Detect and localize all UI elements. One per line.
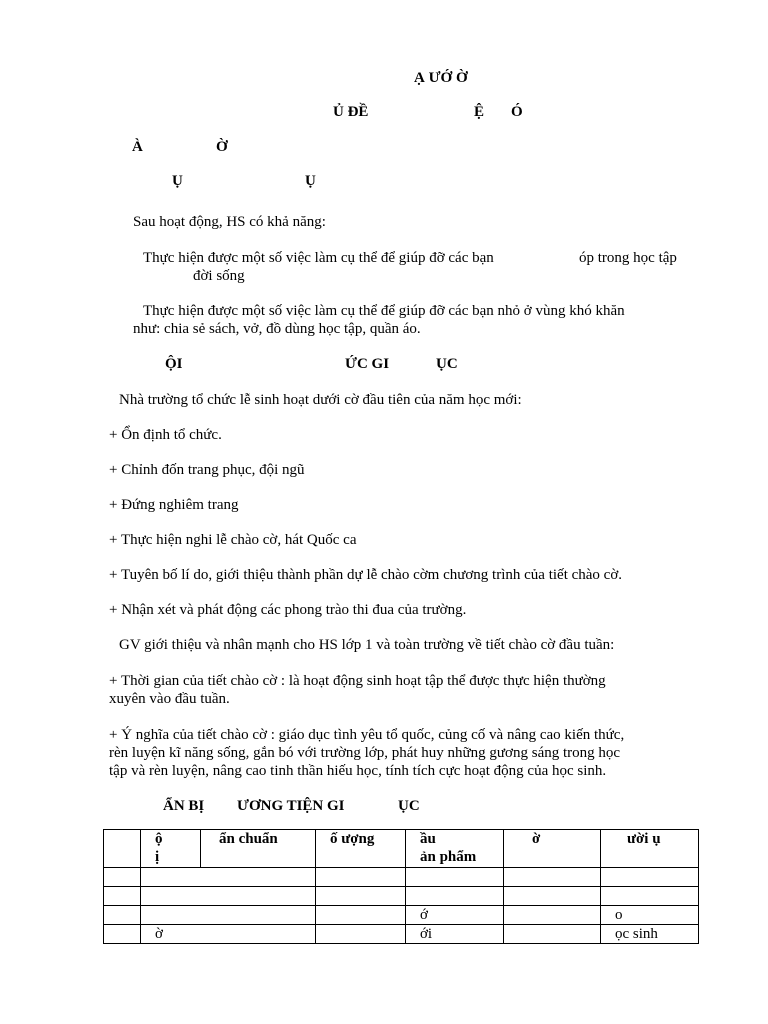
list-item: + Tuyên bố lí do, giới thiệu thành phần dự lễ chào cờm chương trình của tiết chào cờ.	[109, 567, 623, 583]
list-item: + Đứng nghiêm trang	[109, 497, 239, 513]
table-row	[104, 906, 699, 925]
table-cell	[141, 868, 316, 887]
table-cell	[601, 887, 699, 906]
section-heading-activity-3: ỤC	[436, 356, 458, 372]
section-heading-activity-2: ỨC GI	[345, 356, 390, 372]
table-header-cell: ẩn chuẩn	[201, 830, 316, 868]
section-heading-objectives-2: Ụ	[305, 173, 316, 189]
table-cell	[316, 868, 406, 887]
table-cell	[316, 887, 406, 906]
table-header-cell: ầu ản phẩm	[406, 830, 504, 868]
table-cell	[504, 868, 601, 887]
table-cell: o	[601, 906, 699, 925]
objectives-intro: Sau hoạt động, HS có khả năng:	[133, 214, 326, 230]
table-cell	[601, 868, 699, 887]
table-cell	[504, 906, 601, 925]
time-line-1: + Thời gian của tiết chào cờ : là hoạt động sinh hoạt tập thể được thực hiện thường	[109, 673, 606, 689]
objective-2-line-2: như: chia sẻ sách, vở, đồ dùng học tập, quần áo.	[133, 321, 421, 337]
table-cell	[406, 868, 504, 887]
list-item: + Nhận xét và phát động các phong trào thi đua của trường.	[109, 602, 467, 618]
table-cell	[104, 887, 141, 906]
objective-1-line-2: đời sống	[193, 268, 245, 284]
table-cell	[504, 925, 601, 944]
section-heading-prep-2: ƯƠNG TIỆN GI	[237, 798, 345, 814]
gv-intro: GV giới thiệu và nhân mạnh cho HS lớp 1 và toàn trường về tiết chào cờ đầu tuần:	[119, 637, 615, 653]
table-cell	[104, 868, 141, 887]
page-title: Ạ ƯỚ Ờ	[414, 70, 468, 86]
topic-heading-part-3: Ó	[511, 104, 523, 120]
preparation-table	[103, 829, 699, 944]
sub-heading-part-2: Ờ	[216, 139, 228, 155]
section-heading-objectives-1: Ụ	[172, 173, 183, 189]
table-cell	[316, 925, 406, 944]
table-row	[104, 887, 699, 906]
sub-heading-part-1: À	[132, 139, 143, 155]
objective-1-line-1b: óp trong học tập	[579, 250, 677, 266]
time-line-2: xuyên vào đầu tuần.	[109, 691, 230, 707]
table-row	[104, 868, 699, 887]
table-cell: ới	[406, 925, 504, 944]
table-cell	[141, 906, 316, 925]
section-heading-prep-3: ỤC	[398, 798, 420, 814]
body-intro: Nhà trường tổ chức lễ sinh hoạt dưới cờ đầu tiên của năm học mới:	[119, 392, 522, 408]
table-row	[104, 925, 699, 944]
meaning-line-2: rèn luyện kĩ năng sống, gắn bó với trường lớp, phát huy những gương sáng trong học	[109, 745, 621, 761]
list-item: + Thực hiện nghi lễ chào cờ, hát Quốc ca	[109, 532, 357, 548]
section-heading-activity-1: ỘI	[165, 356, 183, 372]
table-header-cell: ộ ị	[141, 830, 201, 868]
table-cell	[104, 906, 141, 925]
list-item: + Ổn định tổ chức.	[109, 427, 222, 443]
topic-heading-part-1: Ủ ĐỀ	[333, 104, 369, 120]
table-header-cell: ờ	[504, 830, 601, 868]
table-header-cell: ố ượng	[316, 830, 406, 868]
table-header-cell: ười ụ	[601, 830, 699, 868]
table-cell	[316, 906, 406, 925]
table-cell: ọc sinh	[601, 925, 699, 944]
table-cell	[504, 887, 601, 906]
table-cell	[406, 887, 504, 906]
table-cell: ờ	[141, 925, 316, 944]
section-heading-prep-1: ẨN BỊ	[163, 798, 205, 814]
objective-2-line-1: Thực hiện được một số việc làm cụ thể để giúp đỡ các bạn nhỏ ở vùng khó khăn	[143, 303, 625, 319]
meaning-line-3: tập và rèn luyện, nâng cao tinh thần hiếu học, tính tích cực hoạt động của học sinh.	[109, 763, 607, 779]
table-cell	[141, 887, 316, 906]
table-header-cell	[104, 830, 141, 868]
meaning-line-1: + Ý nghĩa của tiết chào cờ : giáo dục tình yêu tổ quốc, củng cố và nâng cao kiến thức,	[109, 727, 625, 743]
table-header-row	[104, 830, 699, 868]
objective-1-line-1a: Thực hiện được một số việc làm cụ thể để giúp đỡ các bạn	[143, 250, 494, 266]
table-cell: ớ	[406, 906, 504, 925]
table-cell	[104, 925, 141, 944]
topic-heading-part-2: Ệ	[474, 104, 485, 120]
list-item: + Chỉnh đốn trang phục, đội ngũ	[109, 462, 305, 478]
